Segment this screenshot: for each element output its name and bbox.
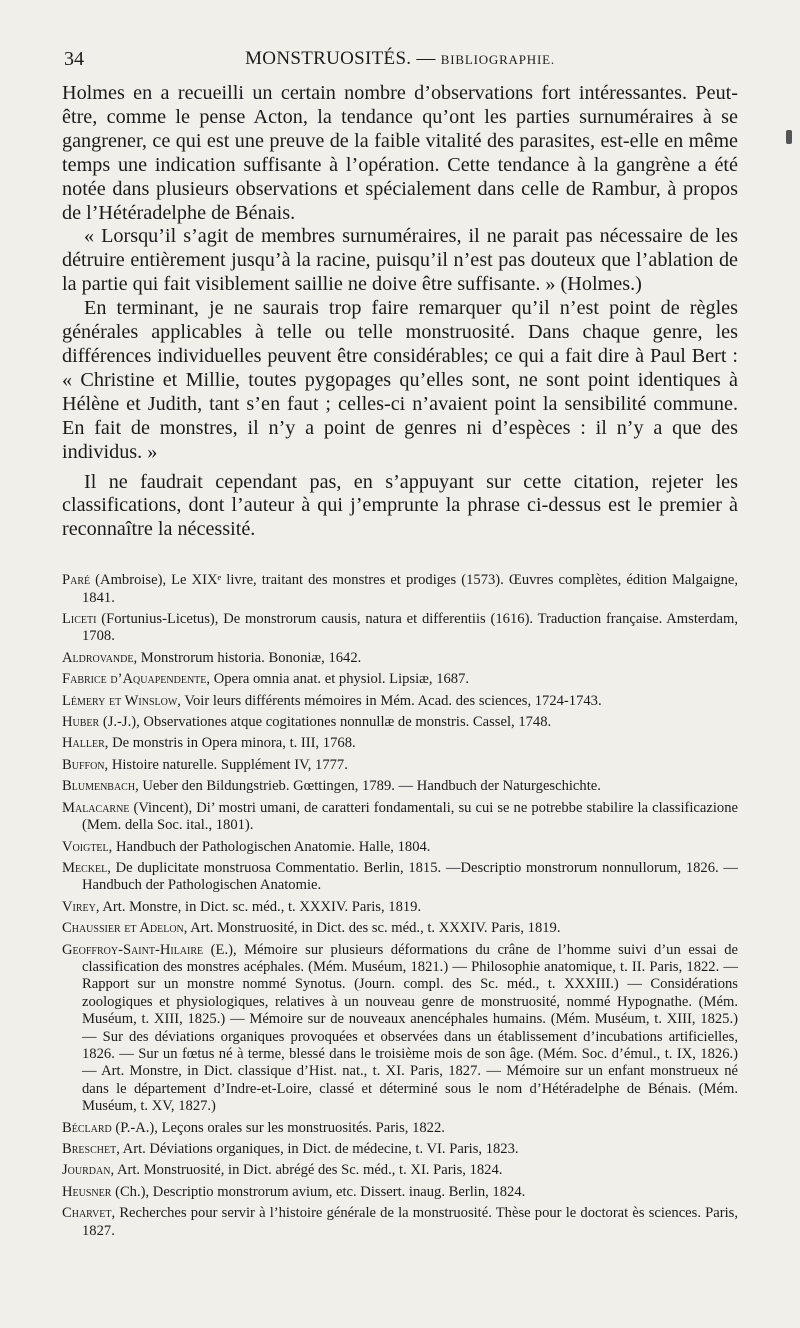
body-text xyxy=(62,82,738,542)
bibliography-author: Aldrovande xyxy=(62,649,134,666)
header-title: MONSTRUOSITÉS. xyxy=(245,48,412,69)
bibliography-entry xyxy=(62,800,738,835)
page-number: 34 xyxy=(64,48,84,70)
bibliography-author: Breschet xyxy=(62,1141,117,1157)
bibliography-author: Béclard xyxy=(62,1119,112,1136)
bibliography-author: Chaussier et Adelon xyxy=(62,920,184,937)
bibliography-text: (Fortunius-Licetus), De monstrorum causis, natura et differentiis (1616). Traduction française. Amsterdam, 1708. xyxy=(82,611,738,645)
paragraph-3: En terminant, je ne saurais trop faire remarquer qu’il n’est point de règles générales applicables à telle ou telle monstruosité. Dans chaque genre, les différences individuelles peuvent être considérables; ce qui a fait dire à Paul Bert : « Christine et Millie, toutes pygopages qu’elles sont, ne sont point identiques à Hélène et Judith, tant s’en faut ; celles-ci n’avaient point la sensibilité commune. En fait de monstres, il n’y a point de genres ni d’espèces : il n’y a que des individus. » xyxy=(62,297,738,463)
bibliography-author: Jourdan xyxy=(62,1162,111,1179)
bibliography-text: , Monstrorum historia. Bononiæ, 1642. xyxy=(133,649,362,666)
header-subtitle: BIBLIOGRAPHIE. xyxy=(440,52,555,67)
bibliography-text: , Voir leurs différents mémoires in Mém. Acad. des sciences, 1724-1743. xyxy=(177,692,602,709)
bibliography xyxy=(62,572,738,1240)
bibliography-author: Paré xyxy=(62,572,91,589)
bibliography-text: (Ambroise), Le XIXᵉ livre, traitant des monstres et prodiges (1573). Œuvres complètes, édition Malgaigne, 1841. xyxy=(82,572,738,606)
bibliography-text: (J.-J.), Observationes atque cogitationes nonnullæ de monstris. Cassel, 1748. xyxy=(99,714,552,731)
margin-mark xyxy=(786,130,792,144)
bibliography-entry xyxy=(62,1162,738,1179)
bibliography-entry xyxy=(62,1205,738,1240)
bibliography-text: (Ch.), Descriptio monstrorum avium, etc. Dissert. inaug. Berlin, 1824. xyxy=(111,1183,526,1200)
running-header xyxy=(62,48,738,78)
paragraph-2: « Lorsqu’il s’agit de membres surnuméraires, il ne parait pas nécessaire de les détruire entièrement jusqu’à la racine, puisqu’il n’est pas douteux que l’ablation de la partie qui fait visiblement saillie ne doive être suffisante. » (Holmes.) xyxy=(62,225,738,296)
bibliography-entry xyxy=(62,735,738,752)
bibliography-author: Lémery et Winslow xyxy=(62,692,178,709)
bibliography-text: , Handbuch der Pathologischen Anatomie. Halle, 1804. xyxy=(108,838,431,855)
bibliography-text: , De duplicitate monstruosa Commentatio. Berlin, 1815. —Descriptio monstrorum nonnullorum, 1826. — Handbuch der Pathologischen Anatomie. xyxy=(82,859,738,894)
bibliography-entry xyxy=(62,778,738,795)
bibliography-entry xyxy=(62,839,738,856)
bibliography-author: Huber xyxy=(62,714,100,731)
bibliography-entry xyxy=(62,920,738,937)
bibliography-entry xyxy=(62,671,738,688)
bibliography-author: Blumenbach xyxy=(62,778,136,795)
bibliography-author: Voigtel xyxy=(62,838,109,855)
header-dash: — xyxy=(411,48,441,69)
bibliography-text: (Vincent), Di’ mostri umani, de caratteri fondamentali, su cui se ne potrebbe stabilire la classificazione (Mem. della Soc. ital., 1801). xyxy=(82,799,738,834)
page xyxy=(62,48,738,1244)
bibliography-entry xyxy=(62,572,738,607)
bibliography-text: , Ueber den Bildungstrieb. Gœttingen, 1789. — Handbuch der Naturgeschichte. xyxy=(135,778,601,795)
running-title xyxy=(62,48,738,70)
bibliography-text: (P.-A.), Leçons orales sur les monstruosités. Paris, 1822. xyxy=(111,1119,445,1136)
bibliography-author: Liceti xyxy=(62,611,97,628)
bibliography-text: , Art. Déviations organiques, in Dict. de médecine, t. VI. Paris, 1823. xyxy=(116,1141,519,1157)
bibliography-entry xyxy=(62,860,738,895)
paragraph-4: Il ne faudrait cependant pas, en s’appuyant sur cette citation, rejeter les classifications, dont l’auteur à qui j’emprunte la phrase ci-dessus est le premier à reconnaître la nécessité. xyxy=(62,470,738,541)
bibliography-text: , Art. Monstre, in Dict. sc. méd., t. XXXIV. Paris, 1819. xyxy=(95,898,422,915)
bibliography-author: Virey xyxy=(62,898,96,915)
paragraph-1: Holmes en a recueilli un certain nombre d’observations fort intéressantes. Peut-être, comme le pense Acton, la tendance qu’ont les parties surnuméraires à se gangrener, ce qui est une preuve de la faible vitalité des parasites, est-elle en même temps une indication suffisante à l’opération. Cette tendance à la gangrène a été notée dans plusieurs observations et spécialement dans celle de Rambur, à propos de l’Hétéradelphe de Bénais. xyxy=(62,82,738,224)
bibliography-entry xyxy=(62,1120,738,1137)
bibliography-text: (E.), Mémoire sur plusieurs déformations du crâne de l’homme suivi d’un essai de classification des monstres acéphales. (Mém. Muséum, 1821.) — Philosophie anatomique, t. II. Paris, 1822. — Rapport sur un monstre nommé Synotus. (Journ. compl. des Sc. méd., t. XXXIII.) — Considérations zoologiques et physiologiques, relatives à un nouveau genre de monstruosité, nommé Hypognathe. (Mém. Muséum, t. XIII, 1825.) — Mémoire sur de nouveaux anencéphales humains. (Mém. Muséum, t. XIII, 1825.) — Sur des déviations organiques provoquées et observées dans un établissement d’incubations artificielles, 1826. — Sur un fœtus né à terme, blessé dans le troisième mois de son âge. (Mém. Soc. d’émul., t. IX, 1826.) — Art. Monstre, in Dict. classique d’Hist. nat., t. XI. Paris, 1827. — Mémoire sur un enfant monstrueux né dans le département d’Indre-et-Loire, classé et déterminé sous le nom d’Hétéradelphe de Bénais. (Mém. Muséum, t. XV, 1827.) xyxy=(82,941,738,1115)
bibliography-author: Malacarne xyxy=(62,799,130,816)
bibliography-entry xyxy=(62,1141,738,1158)
bibliography-entry xyxy=(62,899,738,916)
bibliography-text: , Opera omnia anat. et physiol. Lipsiæ, 1687. xyxy=(206,671,470,688)
bibliography-text: , Art. Monstruosité, in Dict. des sc. méd., t. XXXIV. Paris, 1819. xyxy=(183,920,561,937)
bibliography-entry xyxy=(62,714,738,731)
bibliography-author: Geoffroy-Saint-Hilaire xyxy=(62,941,204,958)
bibliography-text: , Histoire naturelle. Supplément IV, 1777. xyxy=(104,756,348,773)
bibliography-author: Meckel xyxy=(62,859,108,876)
bibliography-text: , Recherches pour servir à l’histoire générale de la monstruosité. Thèse pour le doctorat ès sciences. Paris, 1827. xyxy=(82,1205,738,1239)
bibliography-author: Fabrice d’Aquapendente xyxy=(62,671,207,688)
bibliography-entry xyxy=(62,650,738,667)
bibliography-entry xyxy=(62,611,738,646)
bibliography-entry xyxy=(62,693,738,710)
bibliography-entry xyxy=(62,757,738,774)
bibliography-entry xyxy=(62,1184,738,1201)
bibliography-author: Charvet xyxy=(62,1205,112,1222)
bibliography-entry xyxy=(62,942,738,1116)
bibliography-text: , De monstris in Opera minora, t. III, 1768. xyxy=(104,735,356,752)
bibliography-author: Haller xyxy=(62,735,105,752)
bibliography-text: , Art. Monstruosité, in Dict. abrégé des Sc. méd., t. XI. Paris, 1824. xyxy=(110,1162,503,1179)
bibliography-author: Heusner xyxy=(62,1183,112,1200)
bibliography-author: Buffon xyxy=(62,756,105,773)
